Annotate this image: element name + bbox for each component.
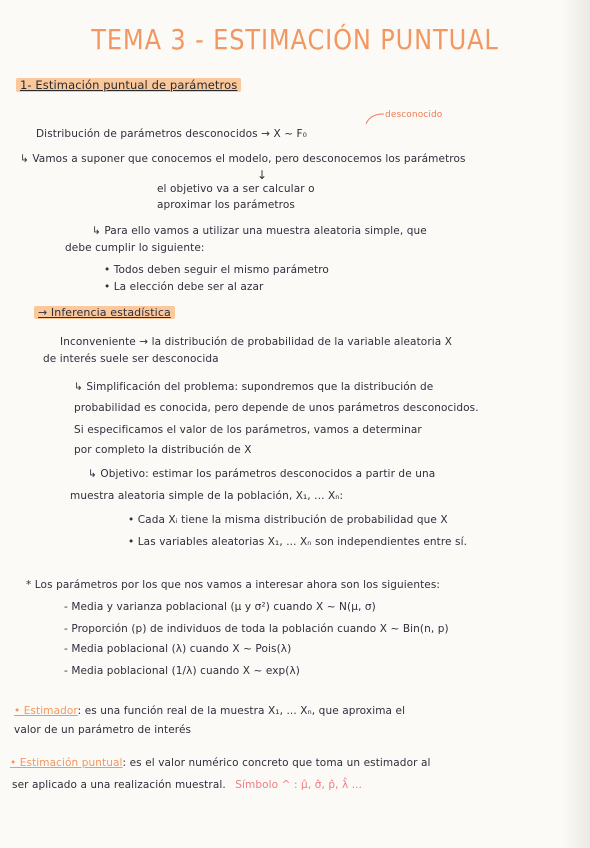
line-distribucion: Distribución de parámetros desconocidos → X ~ F₀ (36, 128, 307, 140)
parametro-4: - Media poblacional (1/λ) cuando X ~ exp(λ) (64, 665, 300, 677)
section-heading-2 (34, 306, 175, 320)
simbolo-text: Símbolo ^ : μ̂, σ̂, p̂, λ̂ ... (235, 779, 363, 791)
objetivo-line-1: el objetivo va a ser calcular o (157, 183, 315, 195)
objetivo2-bullet-2: • Las variables aleatorias X₁, ... Xₙ son independientes entre sí. (128, 536, 468, 548)
parametros-intro: * Los parámetros por los que nos vamos a interesar ahora son los siguientes: (26, 579, 441, 591)
para-line-2: debe cumplir lo siguiente: (65, 242, 205, 254)
parametro-3: - Media poblacional (λ) cuando X ~ Pois(λ) (64, 643, 292, 655)
line-suponer: ↳ Vamos a suponer que conocemos el modelo, pero desconocemos los parámetros (20, 153, 466, 165)
parametro-1: - Media y varianza poblacional (μ y σ²) cuando X ~ N(μ, σ) (64, 601, 376, 613)
section-heading-1-text: 1- Estimación puntual de parámetros (16, 78, 241, 92)
simplificacion-line-2: probabilidad es conocida, pero depende de unos parámetros desconocidos. (74, 402, 479, 414)
simplificacion-line-1: ↳ Simplificación del problema: supondremos que la distribución de (74, 381, 434, 393)
objetivo-line-2: aproximar los parámetros (157, 199, 295, 211)
estimacion-puntual-text-2: ser aplicado a una realización muestral. (12, 779, 226, 791)
bullet-2: • La elección debe ser al azar (104, 281, 264, 293)
objetivo2-line-2: muestra aleatoria simple de la población, X₁, ... Xₙ: (70, 490, 344, 502)
estimador-text-1: : es una función real de la muestra X₁, ... Xₙ, que aproxima el (77, 705, 406, 717)
para-line-1: ↳ Para ello vamos a utilizar una muestra aleatoria simple, que (92, 225, 427, 237)
section-heading-1 (16, 78, 241, 92)
section-heading-2-text: → Inferencia estadística (34, 306, 175, 319)
estimador-label: • Estimador (14, 705, 78, 717)
page-title: TEMA 3 - ESTIMACIÓN PUNTUAL (91, 23, 499, 56)
annotation-desconocido: desconocido (385, 110, 443, 120)
estimacion-puntual-text-1: : es el valor numérico concreto que toma un estimador al (122, 757, 431, 769)
simplificacion-line-4: por completo la distribución de X (74, 444, 252, 456)
annotation-arrow-icon (362, 112, 386, 126)
estimacion-puntual-definition (10, 756, 431, 770)
page-edge-shadow (562, 0, 590, 848)
estimador-definition (14, 704, 405, 718)
bullet-1: • Todos deben seguir el mismo parámetro (104, 264, 329, 276)
arrow-down-icon: ↓ (257, 168, 268, 182)
objetivo2-line-1: ↳ Objetivo: estimar los parámetros desconocidos a partir de una (88, 468, 436, 480)
estimacion-puntual-label: • Estimación puntual (10, 757, 123, 769)
estimador-text-2: valor de un parámetro de interés (14, 724, 192, 736)
estimacion-puntual-line-2 (12, 778, 362, 792)
inconveniente-line-2: de interés suele ser desconocida (43, 353, 219, 365)
objetivo2-bullet-1: • Cada Xᵢ tiene la misma distribución de probabilidad que X (128, 514, 448, 526)
inconveniente-line-1: Inconveniente → la distribución de probabilidad de la variable aleatoria X (60, 336, 453, 348)
simplificacion-line-3: Si especificamos el valor de los parámetros, vamos a determinar (74, 424, 422, 436)
parametro-2: - Proporción (p) de individuos de toda la población cuando X ~ Bin(n, p) (64, 623, 449, 635)
